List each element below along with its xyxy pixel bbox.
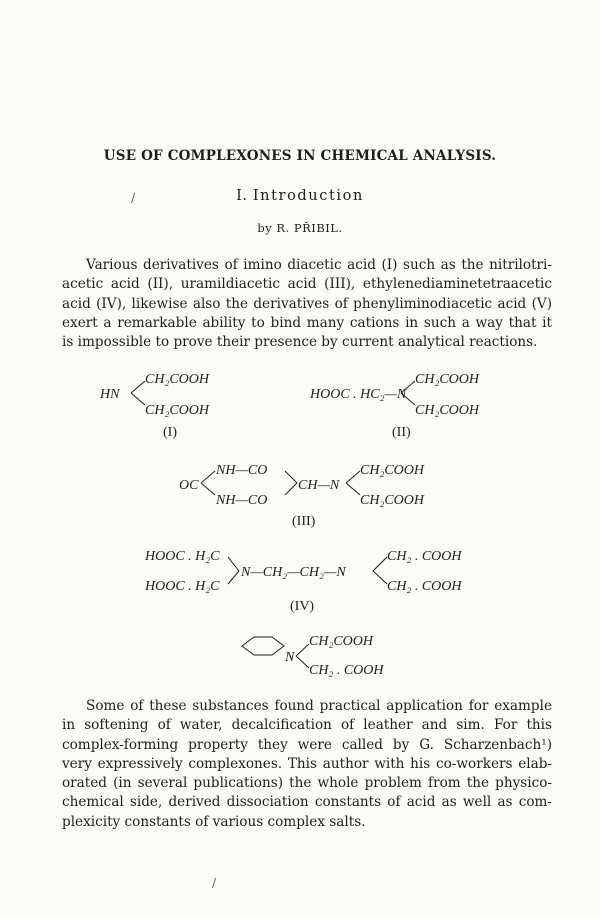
paragraph-line: orated (in several publications) the whole problem from the physico- [62, 775, 552, 792]
formula-III-top: CH₂COOH [360, 463, 424, 478]
paragraph-line: acetic acid (II), uramildiacetic acid (III), ethylenediaminetetraacetic [62, 276, 552, 293]
complexones-paragraph [62, 697, 552, 832]
formula-V-top: CH₂COOH [309, 634, 373, 649]
formula-III-left: OC [179, 478, 199, 493]
formula-IV-top: CH₂ . COOH [387, 549, 462, 564]
formula-IV [144, 549, 462, 614]
formula-III-ring-top: NH—CO [216, 463, 268, 478]
formula-V-bottom: CH₂ . COOH [309, 663, 384, 678]
formula-III-middle: CH—N [298, 478, 340, 493]
paragraph-line: acid (IV), likewise also the derivatives of phenyliminodiacetic acid (V) [62, 295, 552, 312]
article-title: USE OF COMPLEXONES IN CHEMICAL ANALYSIS. [103, 148, 497, 164]
formula-III [179, 463, 425, 529]
section-number: I. [236, 188, 248, 204]
paragraph-line: complex-forming property they were called by G. Scharzenbach¹) [62, 736, 552, 753]
formula-II-bottom: CH₂COOH [415, 403, 479, 418]
formula-II [309, 372, 480, 440]
formula-V [284, 634, 384, 678]
paragraph-line: exert a remarkable ability to bind many cations in such a way that it [62, 314, 552, 331]
formula-II-top: CH₂COOH [415, 372, 479, 387]
formula-I-top: CH₂COOH [145, 372, 209, 387]
formula-III-bottom: CH₂COOH [360, 493, 424, 508]
paragraph-line: is impossible to prove their presence by current analytical reactions. [62, 334, 538, 351]
formula-IV-left-bottom: HOOC . H₂C [145, 579, 220, 594]
formula-II-left: HOOC . HC₂—N [310, 387, 407, 402]
section-name: Introduction [252, 188, 364, 204]
formula-I-label: (I) [163, 425, 177, 440]
formula-III-ring-bottom: NH—CO [216, 493, 268, 508]
formula-V-n: N [285, 650, 295, 665]
formula-IV-left-top: HOOC . H₂C [145, 549, 220, 564]
formula-IV-label: (IV) [290, 599, 315, 614]
formula-I-left: HN [100, 387, 120, 402]
stray-mark: / [212, 876, 217, 890]
formula-II-label: (II) [392, 425, 411, 440]
formula-IV-chain: N—CH₂—CH₂—N [241, 565, 346, 580]
formula-IV-bottom: CH₂ . COOH [387, 579, 462, 594]
author-byline: by R. PŘIBIL. [257, 221, 343, 235]
paragraph-line: chemical side, derived dissociation constants of acid as well as com- [62, 794, 552, 811]
paragraph-line: Some of these substances found practical application for example [86, 698, 552, 714]
paragraph-line: Various derivatives of imino diacetic acid (I) such as the nitrilotri- [86, 257, 552, 273]
formula-I-bottom: CH₂COOH [145, 403, 209, 418]
formula-III-label: (III) [292, 514, 316, 529]
paragraph-line: very expressively complexones. This author with his co-workers elab- [62, 755, 552, 772]
formula-I [99, 372, 210, 440]
paragraph-line: in softening of water, decalcification of leather and sim. For this [62, 717, 552, 734]
paragraph-line: plexicity constants of various complex salts. [62, 813, 366, 830]
stray-mark: / [131, 191, 136, 205]
